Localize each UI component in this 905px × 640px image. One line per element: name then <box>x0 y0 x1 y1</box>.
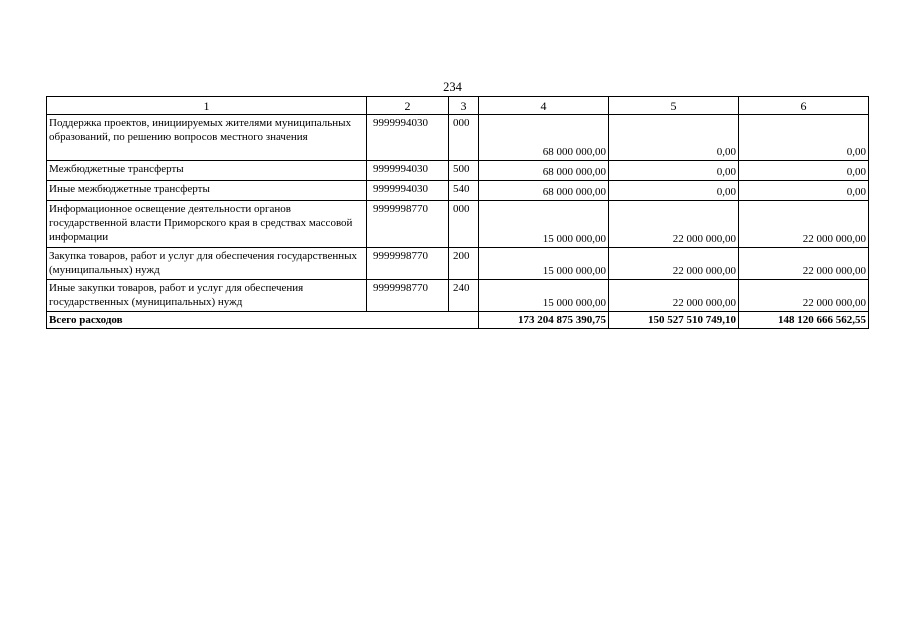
total-value-5: 150 527 510 749,10 <box>609 312 739 329</box>
row-value-4: 15 000 000,00 <box>479 280 609 312</box>
table-row <box>47 161 869 181</box>
row-value-4: 15 000 000,00 <box>479 201 609 248</box>
row-name: Закупка товаров, работ и услуг для обеспечения государственных (муниципальных) нужд <box>47 248 367 280</box>
budget-table <box>46 96 869 329</box>
row-value-6: 0,00 <box>739 181 869 201</box>
total-label: Всего расходов <box>47 312 479 329</box>
row-value-6: 22 000 000,00 <box>739 248 869 280</box>
row-value-4: 15 000 000,00 <box>479 248 609 280</box>
row-type: 000 <box>449 115 479 161</box>
row-name: Иные межбюджетные трансферты <box>47 181 367 201</box>
table-row <box>47 115 869 161</box>
column-header: 2 <box>367 97 449 115</box>
row-value-5: 0,00 <box>609 115 739 161</box>
row-value-5: 22 000 000,00 <box>609 248 739 280</box>
row-name: Информационное освещение деятельности органов государственной власти Приморского края в средствах массовой информации <box>47 201 367 248</box>
row-value-6: 22 000 000,00 <box>739 280 869 312</box>
table-row <box>47 201 869 248</box>
row-type: 200 <box>449 248 479 280</box>
row-value-4: 68 000 000,00 <box>479 161 609 181</box>
row-code: 9999994030 <box>367 161 449 181</box>
total-value-4: 173 204 875 390,75 <box>479 312 609 329</box>
row-value-6: 0,00 <box>739 115 869 161</box>
column-header: 1 <box>47 97 367 115</box>
row-value-4: 68 000 000,00 <box>479 181 609 201</box>
row-code: 9999994030 <box>367 115 449 161</box>
row-value-6: 0,00 <box>739 161 869 181</box>
column-header: 6 <box>739 97 869 115</box>
total-value-6: 148 120 666 562,55 <box>739 312 869 329</box>
row-code: 9999998770 <box>367 280 449 312</box>
row-name: Межбюджетные трансферты <box>47 161 367 181</box>
row-value-5: 0,00 <box>609 161 739 181</box>
row-value-4: 68 000 000,00 <box>479 115 609 161</box>
row-code: 9999994030 <box>367 181 449 201</box>
table-row <box>47 181 869 201</box>
page-number: 234 <box>443 80 462 94</box>
row-name: Поддержка проектов, инициируемых жителями муниципальных образований, по решению вопросов местного значения <box>47 115 367 161</box>
row-type: 540 <box>449 181 479 201</box>
row-code: 9999998770 <box>367 248 449 280</box>
row-type: 000 <box>449 201 479 248</box>
row-code: 9999998770 <box>367 201 449 248</box>
column-header: 5 <box>609 97 739 115</box>
row-value-5: 0,00 <box>609 181 739 201</box>
column-header: 3 <box>449 97 479 115</box>
row-type: 240 <box>449 280 479 312</box>
table-row <box>47 280 869 312</box>
row-value-5: 22 000 000,00 <box>609 280 739 312</box>
row-type: 500 <box>449 161 479 181</box>
total-row <box>47 312 869 329</box>
header-row <box>47 97 869 115</box>
column-header: 4 <box>479 97 609 115</box>
table-row <box>47 248 869 280</box>
row-name: Иные закупки товаров, работ и услуг для обеспечения государственных (муниципальных) нужд <box>47 280 367 312</box>
row-value-5: 22 000 000,00 <box>609 201 739 248</box>
row-value-6: 22 000 000,00 <box>739 201 869 248</box>
